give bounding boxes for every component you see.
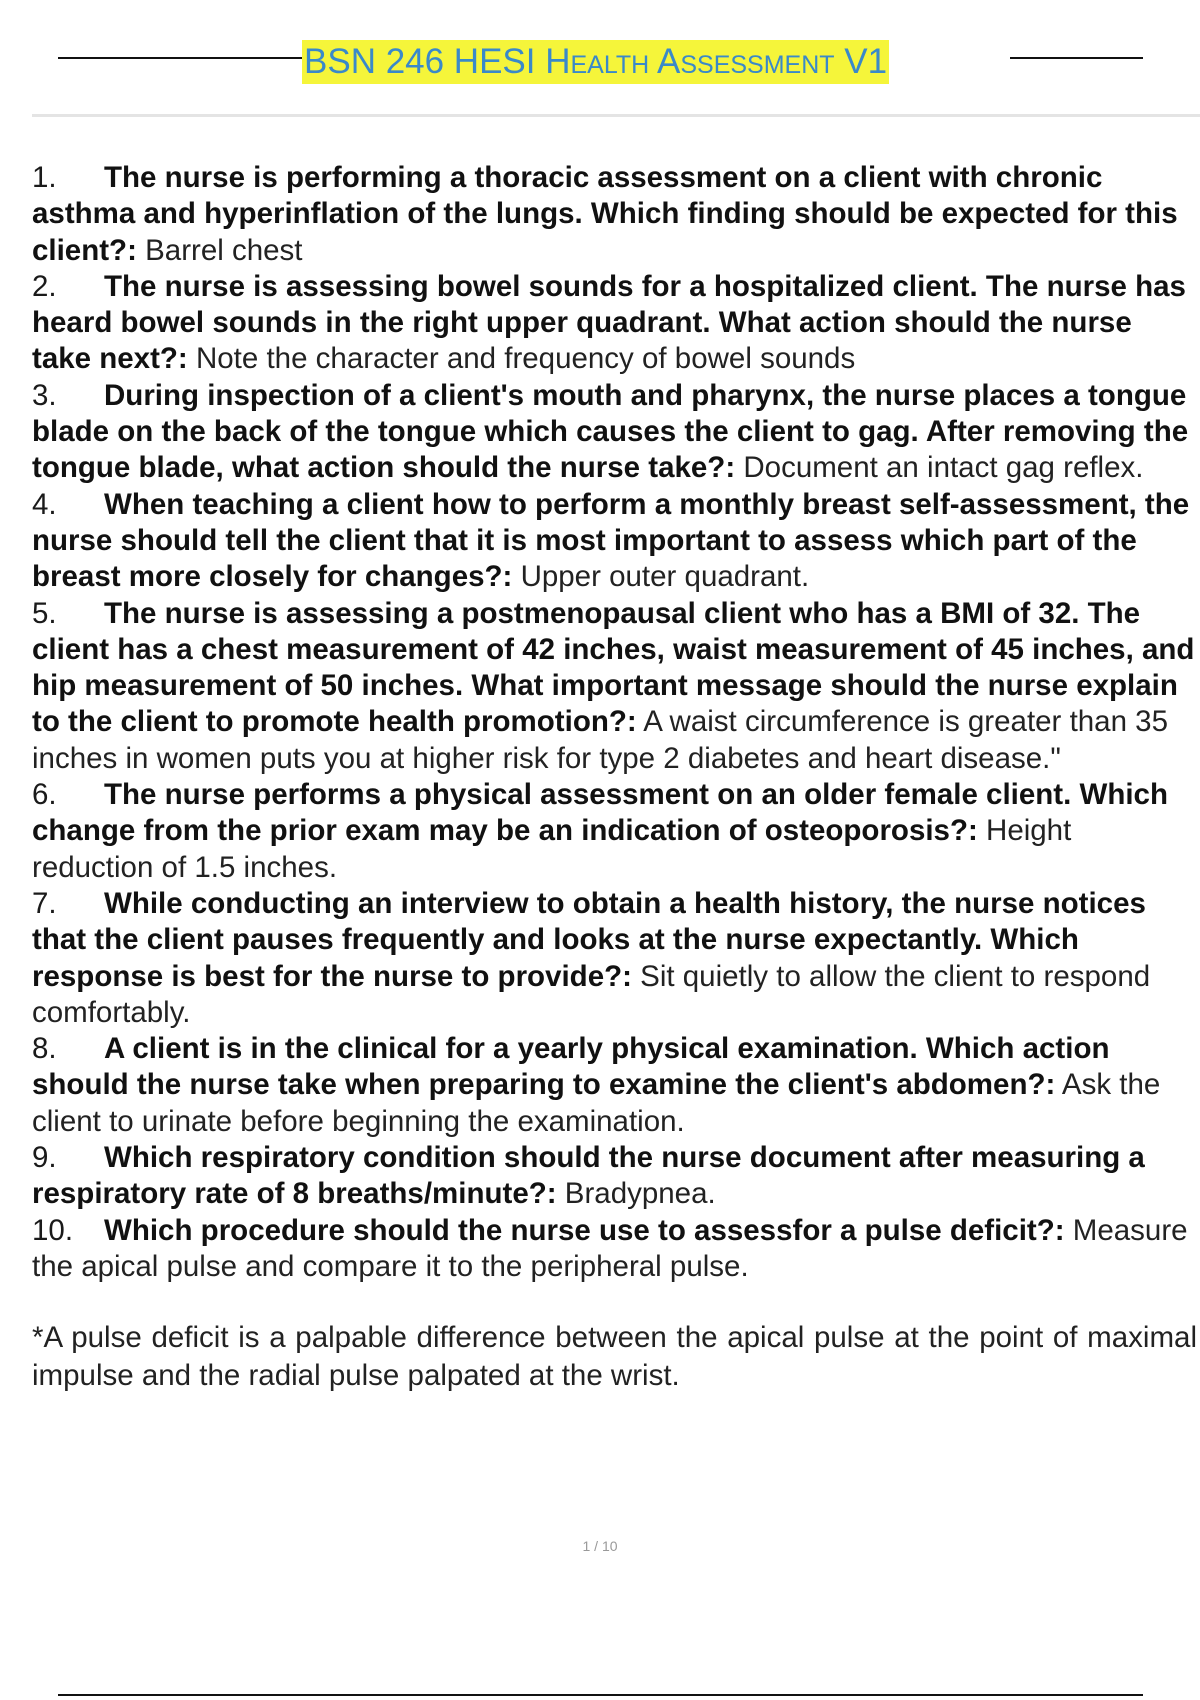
document-header xyxy=(58,38,1143,86)
question-number: 9. xyxy=(32,1141,57,1175)
question-item-10 xyxy=(32,1213,1197,1286)
answer-text: Height reduction of 1.5 inches. xyxy=(32,814,1072,884)
question-item-9 xyxy=(32,1140,1197,1213)
question-text: Which procedure should the nurse use to assessfor a pulse deficit?: xyxy=(104,1213,1065,1247)
question-item-5 xyxy=(32,596,1197,777)
question-item-6 xyxy=(32,777,1197,886)
question-text: The nurse is performing a thoracic assessment on a client with chronic asthma and hyperinflation of the lungs. Which finding should be expected for this client?: xyxy=(32,161,1178,267)
question-number: 7. xyxy=(32,886,57,920)
question-item-2 xyxy=(32,269,1197,378)
question-number: 2. xyxy=(32,269,57,303)
question-text: When teaching a client how to perform a monthly breast self-assessment, the nurse should tell the client that it is most important to assess which part of the breast more closely for changes?: xyxy=(32,487,1190,594)
question-number: 5. xyxy=(32,596,57,630)
question-text: The nurse is assessing bowel sounds for a hospitalized client. The nurse has heard bowel sounds in the right upper quadrant. What action should the nurse take next?: xyxy=(32,269,1186,376)
answer-text: Ask the client to urinate before beginning the examination. xyxy=(32,1068,1161,1138)
header-rule-left xyxy=(58,57,303,59)
question-item-7 xyxy=(32,886,1197,1031)
question-text: During inspection of a client's mouth and pharynx, the nurse places a tongue blade on the back of the tongue which causes the client to gag. After removing the tongue blade, what action should the nurse take?: xyxy=(32,378,1189,485)
question-item-4 xyxy=(32,487,1197,596)
question-number: 1. xyxy=(32,161,57,194)
header-rule-right xyxy=(1010,57,1143,59)
header-separator xyxy=(32,114,1200,117)
question-list xyxy=(32,160,1197,1425)
answer-text: Document an intact gag reflex. xyxy=(743,451,1144,485)
answer-text: Barrel chest xyxy=(145,233,303,267)
page-indicator: 1 / 10 xyxy=(582,1538,618,1554)
footer-rule xyxy=(58,1694,1143,1696)
question-number: 8. xyxy=(32,1032,57,1066)
question-number: 10. xyxy=(32,1213,74,1247)
question-text: A client is in the clinical for a yearly physical examination. Which action should the nurse take when preparing to examine the client's abdomen?: xyxy=(32,1032,1110,1102)
question-number: 4. xyxy=(32,487,57,521)
question-item-1 xyxy=(32,160,1197,269)
document-title: BSN 246 HESI Health Assessment V1 xyxy=(302,40,889,84)
question-text: Which respiratory condition should the nurse document after measuring a respiratory rate of 8 breaths/minute?: xyxy=(32,1141,1145,1211)
pulse-deficit-note: *A pulse deficit is a palpable difference between the apical pulse at the point of maximal impulse and the radial pulse palpated at the wrist. xyxy=(32,1321,1197,1393)
question-number: 6. xyxy=(32,778,57,812)
question-item-8 xyxy=(32,1031,1197,1140)
question-number: 3. xyxy=(32,378,57,412)
question-text: While conducting an interview to obtain a health history, the nurse notices that the client pauses frequently and looks at the nurse expectantly. Which response is best for the nurse to provide?: xyxy=(32,886,1146,993)
question-text: The nurse is assessing a postmenopausal client who has a BMI of 32. The client has a chest measurement of 42 inches, waist measurement of 45 inches, and hip measurement of 50 inches. What important message should the nurse explain to the client to promote health promotion?: xyxy=(32,596,1195,739)
answer-text: Bradypnea. xyxy=(564,1177,716,1211)
answer-text: Note the character and frequency of bowel sounds xyxy=(195,342,856,376)
question-text: The nurse performs a physical assessment on an older female client. Which change from the prior exam may be an indication of osteoporosis?: xyxy=(32,778,1168,848)
answer-text: A waist circumference is greater than 35 inches in women puts you at higher risk for type 2 diabetes and heart disease." xyxy=(32,705,1168,775)
answer-text: Sit quietly to allow the client to respond comfortably. xyxy=(32,959,1151,1029)
answer-text: Measure the apical pulse and compare it to the peripheral pulse. xyxy=(32,1213,1188,1283)
answer-text: Upper outer quadrant. xyxy=(520,560,810,594)
question-item-3 xyxy=(32,378,1197,487)
